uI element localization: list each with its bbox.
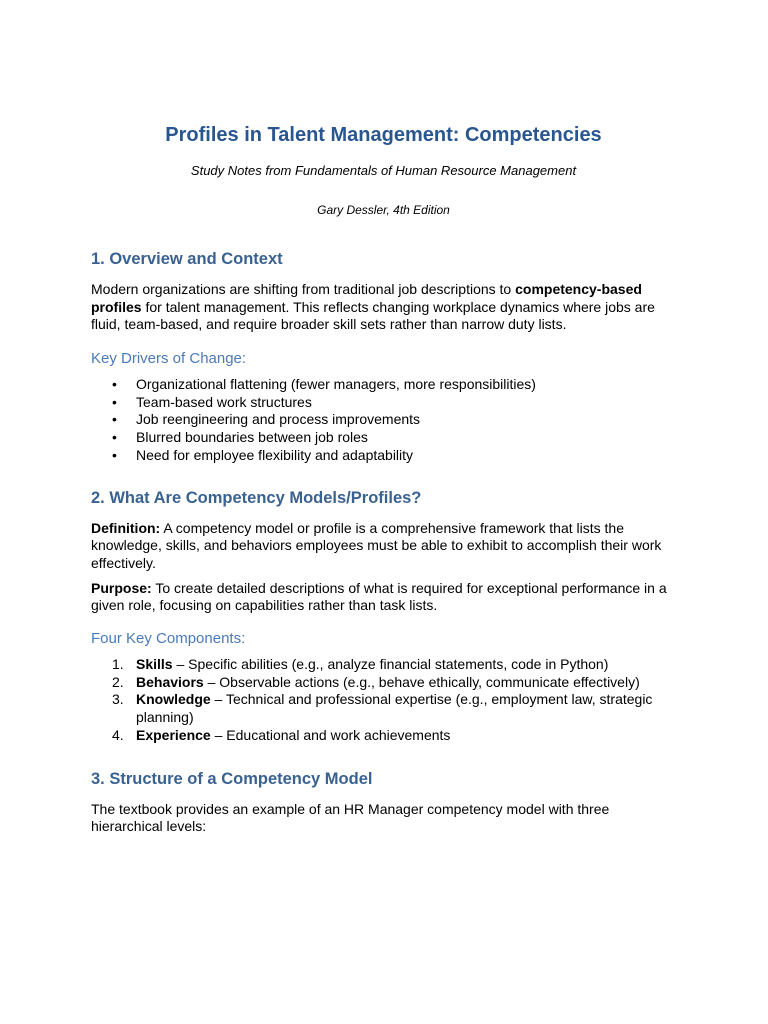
component-desc: – Specific abilities (e.g., analyze financial statements, code in Python)	[172, 655, 609, 672]
list-number: 2.	[112, 673, 124, 690]
list-item	[91, 674, 681, 692]
document-body	[91, 249, 681, 836]
document-author: Gary Dessler, 4th Edition	[317, 203, 450, 217]
component-desc: – Observable actions (e.g., behave ethically, communicate effectively)	[203, 673, 640, 690]
overview-text-end: for talent management. This reflects changing workplace dynamics where jobs are fluid, team-based, and require broader skill sets rather than narrow duty lists.	[91, 298, 655, 333]
list-item-text: Need for employee flexibility and adaptability	[136, 446, 414, 463]
component-desc: – Educational and work achievements	[210, 726, 451, 743]
key-drivers-list	[91, 376, 681, 465]
component-term: Behaviors	[136, 673, 204, 690]
overview-text-start: Modern organizations are shifting from traditional job descriptions to	[91, 281, 516, 297]
bullet-marker: •	[112, 411, 117, 428]
purpose-text: To create detailed descriptions of what is required for exceptional performance in a given role, focusing on capabilities rather than task lists.	[91, 579, 667, 614]
list-number: 4.	[112, 726, 124, 743]
list-item	[91, 656, 681, 674]
bullet-marker: •	[112, 375, 117, 392]
list-item	[91, 394, 681, 412]
document-title: Profiles in Talent Management: Competencies	[165, 124, 602, 146]
component-desc: – Technical and professional expertise (e.g., employment law, strategic planning)	[136, 691, 653, 726]
components-list	[91, 656, 681, 745]
list-number: 1.	[112, 655, 124, 672]
list-item-text: Blurred boundaries between job roles	[136, 429, 368, 446]
list-item	[91, 411, 681, 429]
component-term: Experience	[136, 726, 211, 743]
list-number: 3.	[112, 691, 124, 708]
purpose-label: Purpose:	[91, 579, 152, 596]
purpose-paragraph	[91, 580, 681, 615]
components-heading: Four Key Components:	[91, 629, 246, 647]
document-subtitle: Study Notes from Fundamentals of Human Resource Management	[190, 163, 577, 178]
bullet-marker: •	[112, 393, 117, 410]
list-item	[91, 727, 681, 745]
overview-bold-term: competency-based profiles	[91, 281, 642, 315]
list-item-text: Job reengineering and process improvements	[136, 411, 421, 428]
key-drivers-heading: Key Drivers of Change:	[91, 349, 247, 367]
definition-label: Definition:	[91, 519, 161, 536]
section-2-heading: 2. What Are Competency Models/Profiles?	[91, 488, 422, 507]
list-item-text: Team-based work structures	[136, 393, 312, 410]
list-item-text: Organizational flattening (fewer managers, more responsibilities)	[136, 375, 536, 392]
bullet-marker: •	[112, 446, 117, 463]
structure-paragraph: The textbook provides an example of an HR Manager competency model with three hierarchical levels:	[91, 800, 610, 835]
section-1-heading: 1. Overview and Context	[91, 250, 283, 268]
component-term: Knowledge	[136, 691, 211, 708]
component-term: Skills	[136, 655, 173, 672]
list-item	[91, 376, 681, 394]
list-item	[91, 429, 681, 447]
section-3-heading: 3. Structure of a Competency Model	[91, 769, 373, 788]
overview-paragraph	[91, 281, 681, 334]
definition-text: A competency model or profile is a comprehensive framework that lists the knowledge, skills, and behaviors employees must be able to exhibit to accomplish their work effectively.	[91, 519, 662, 571]
bullet-marker: •	[112, 429, 117, 446]
list-item	[91, 691, 681, 727]
definition-paragraph	[91, 520, 681, 573]
list-item	[91, 447, 681, 465]
